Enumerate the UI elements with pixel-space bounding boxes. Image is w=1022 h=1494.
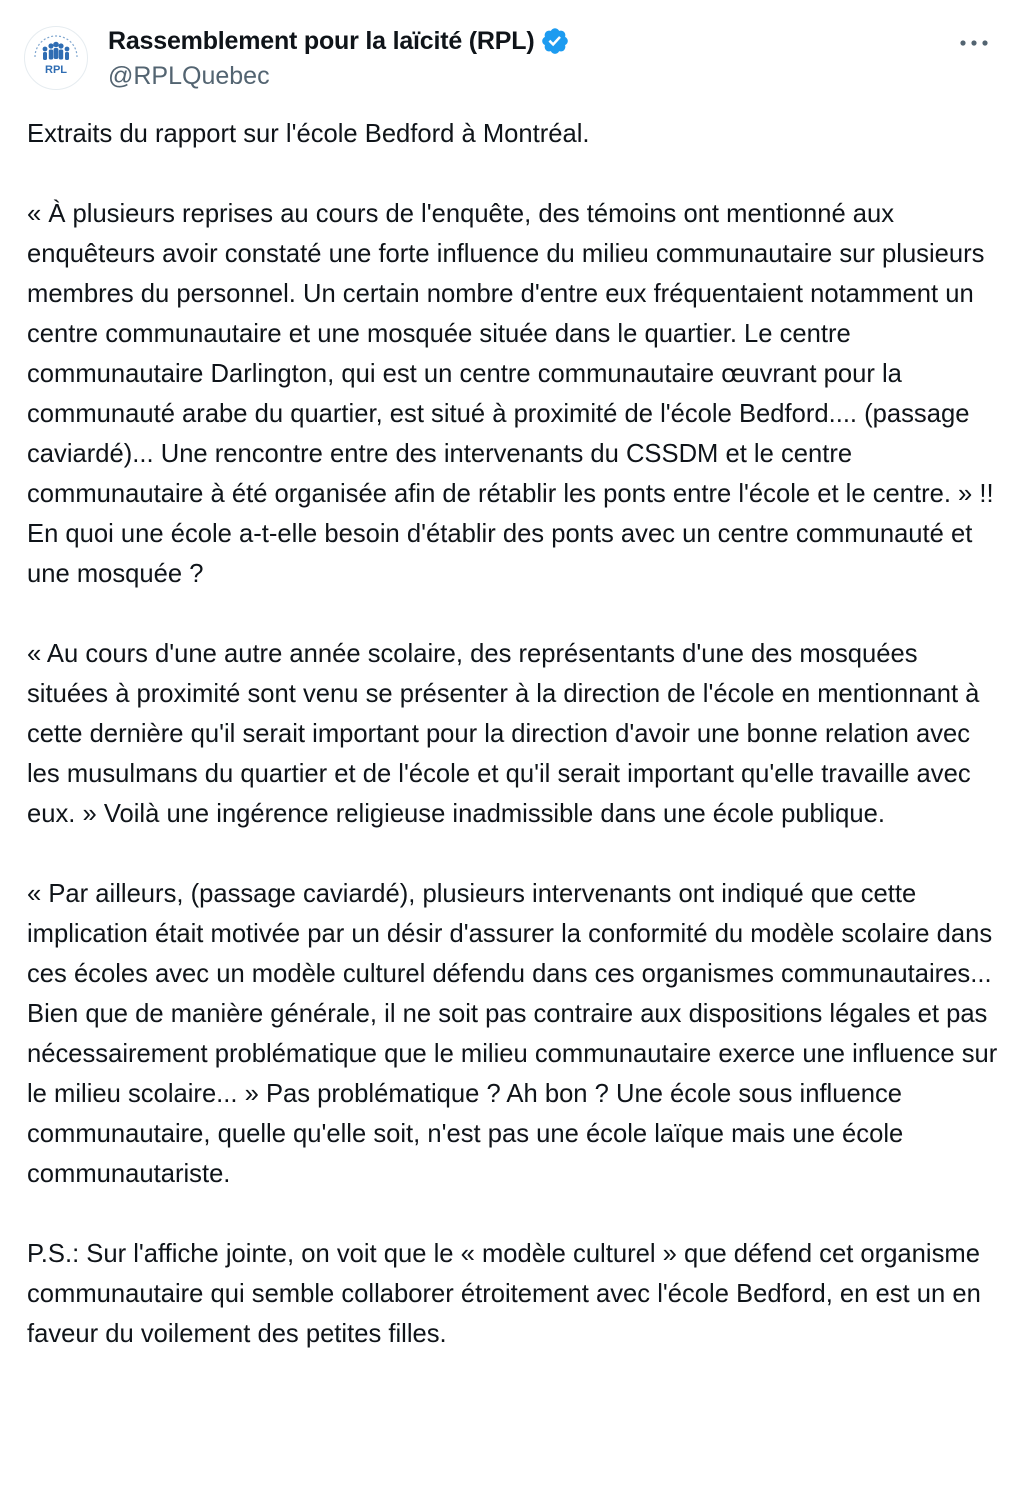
tweet-paragraph-5: P.S.: Sur l'affiche jointe, on voit que le « modèle culturel » que défend cet organisme communautaire qui semble collaborer étroitement avec l'école Bedford, en est un en faveur du voilement des petites filles. [27, 1240, 981, 1348]
avatar-text: RPL [45, 64, 67, 76]
display-name[interactable]: Rassemblement pour la laïcité (RPL) [108, 26, 535, 55]
author-identity [108, 24, 868, 92]
rpl-logo-icon [25, 27, 87, 89]
tweet-paragraph-4: « Par ailleurs, (passage caviardé), plusieurs intervenants ont indiqué que cette implication était motivée par un désir d'assurer la conformité du modèle scolaire dans ces écoles avec un modèle culturel défendu dans ces organismes communautaires... Bien que de manière générale, il ne soit pas contraire aux dispositions légales et pas nécessairement problématique que le milieu communautaire exerce une influence sur le milieu scolaire... » Pas problématique ? Ah bon ? Une école sous influence communautaire, quelle qu'elle soit, n'est pas une école laïque mais une école communautariste. [27, 880, 998, 1188]
tweet-paragraph-2: « À plusieurs reprises au cours de l'enquête, des témoins ont mentionné aux enquêteurs avoir constaté une forte influence du milieu communautaire sur plusieurs membres du personnel. Un certain nombre d'entre eux fréquentaient notamment un centre communautaire et une mosquée située dans le quartier. Le centre communautaire Darlington, qui est un centre communautaire œuvrant pour la communauté arabe du quartier, est situé à proximité de l'école Bedford.... (passage caviardé)... Une rencontre entre des intervenants du CSSDM et le centre communautaire à été organisée afin de rétablir les ponts entre l'école et le centre. » !! En quoi une école a-t-elle besoin d'établir des ponts avec un centre communauté et une mosquée ? [27, 200, 994, 588]
verified-badge-icon [540, 26, 570, 56]
tweet-paragraph-3: « Au cours d'une autre année scolaire, des représentants d'une des mosquées situées à proximité sont venu se présenter à la direction de l'école en mentionnant à cette dernière qu'il serait important pour la direction d'avoir une bonne relation avec les musulmans du quartier et de l'école et qu'il serait important qu'elle travaille avec eux. » Voilà une ingérence religieuse inadmissible dans une école publique. [27, 640, 980, 828]
more-options-button[interactable] [954, 28, 994, 58]
author-handle[interactable]: @RPLQuebec [108, 62, 270, 90]
tweet-paragraph-1: Extraits du rapport sur l'école Bedford à Montréal. [27, 120, 590, 148]
ellipsis-icon [959, 39, 989, 47]
avatar[interactable] [24, 26, 88, 90]
tweet-header [24, 22, 998, 92]
name-row [108, 24, 868, 58]
tweet-text [27, 114, 999, 1354]
